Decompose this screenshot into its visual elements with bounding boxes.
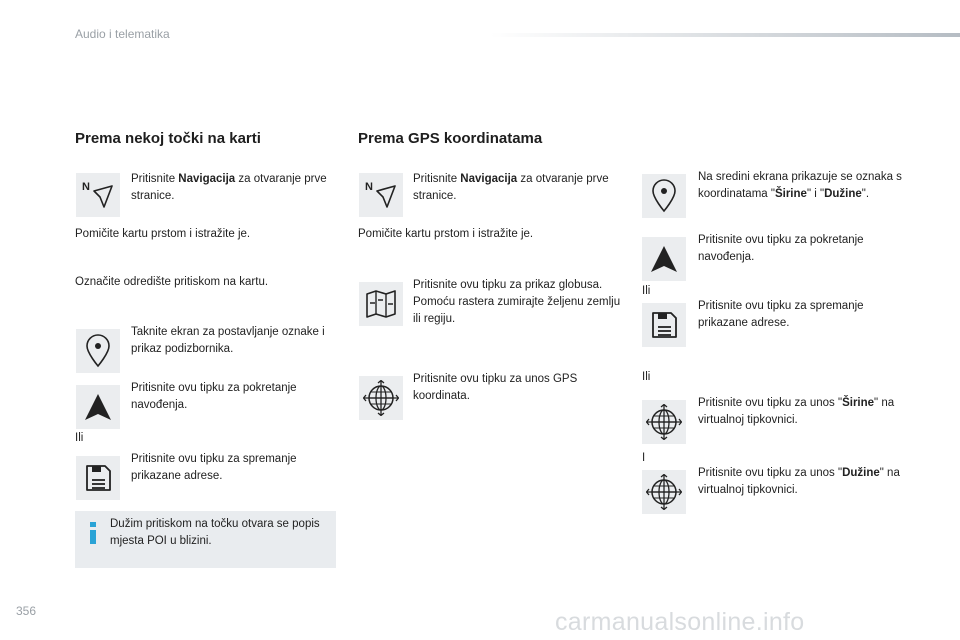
info-icon [87, 522, 99, 544]
right-nav-instruction: Pritisnite Navigacija za otvaranje prve stranice. [413, 173, 609, 202]
globe-map-icon [359, 282, 403, 326]
left-or-label: Ili [75, 432, 84, 444]
right-or-label-2: Ili [642, 371, 651, 383]
left-tap-marker-text: Taknite ekran za postavljanje oznake i prikaz podizbornika. [131, 326, 325, 355]
left-section-title: Prema nekoj točki na karti [75, 130, 261, 147]
header-rule [490, 33, 960, 37]
map-pin-icon [76, 329, 120, 373]
start-navigation-icon [642, 237, 686, 281]
watermark: carmanualsonline.info [555, 608, 805, 636]
coordinates-marker-text: Na sredini ekrana prikazuje se oznaka s koordinatama "Širine" i "Dužine". [698, 171, 902, 200]
longitude-input-icon [642, 470, 686, 514]
right-globe-text: Pritisnite ovu tipku za prikaz globusa. Pomoću rastera zumirajte željenu zemlju ili regiju. [413, 279, 621, 325]
latitude-text: Pritisnite ovu tipku za unos "Širine" na virtualnoj tipkovnici. [698, 397, 895, 426]
longitude-text: Pritisnite ovu tipku za unos "Dužine" na virtualnoj tipkovnici. [698, 467, 900, 496]
right-gps-text: Pritisnite ovu tipku za unos GPS koordinata. [413, 373, 578, 402]
latitude-input-icon [642, 400, 686, 444]
save-address-icon [642, 303, 686, 347]
info-note-text: Dužim pritiskom na točku otvara se popis mjesta POI u blizini. [110, 518, 320, 547]
right-save-text: Pritisnite ovu tipku za spremanje prikazane adrese. [698, 300, 864, 329]
right-browse-text: Pomičite kartu prstom i istražite je. [358, 228, 534, 240]
page-number: 356 [16, 604, 37, 618]
left-save-text: Pritisnite ovu tipku za spremanje prikazane adrese. [131, 453, 297, 482]
running-header-title: Audio i telematika [75, 27, 170, 41]
navigation-icon [76, 173, 120, 217]
left-start-nav-text: Pritisnite ovu tipku za pokretanje navođenja. [131, 382, 297, 411]
gps-coordinates-icon [359, 376, 403, 420]
left-browse-text: Pomičite kartu prstom i istražite je. [75, 228, 251, 240]
save-address-icon [76, 456, 120, 500]
right-and-label: I [642, 452, 646, 464]
right-section-title: Prema GPS koordinatama [358, 130, 543, 147]
info-note-box [75, 511, 336, 568]
start-navigation-icon [76, 385, 120, 429]
map-pin-icon [642, 174, 686, 218]
navigation-icon [359, 173, 403, 217]
right-or-label-1: Ili [642, 285, 651, 297]
left-nav-instruction: Pritisnite Navigacija za otvaranje prve stranice. [131, 173, 327, 202]
right-start-nav-text: Pritisnite ovu tipku za pokretanje navođenja. [698, 234, 864, 263]
left-select-dest-text: Označite odredište pritiskom na kartu. [75, 276, 269, 288]
